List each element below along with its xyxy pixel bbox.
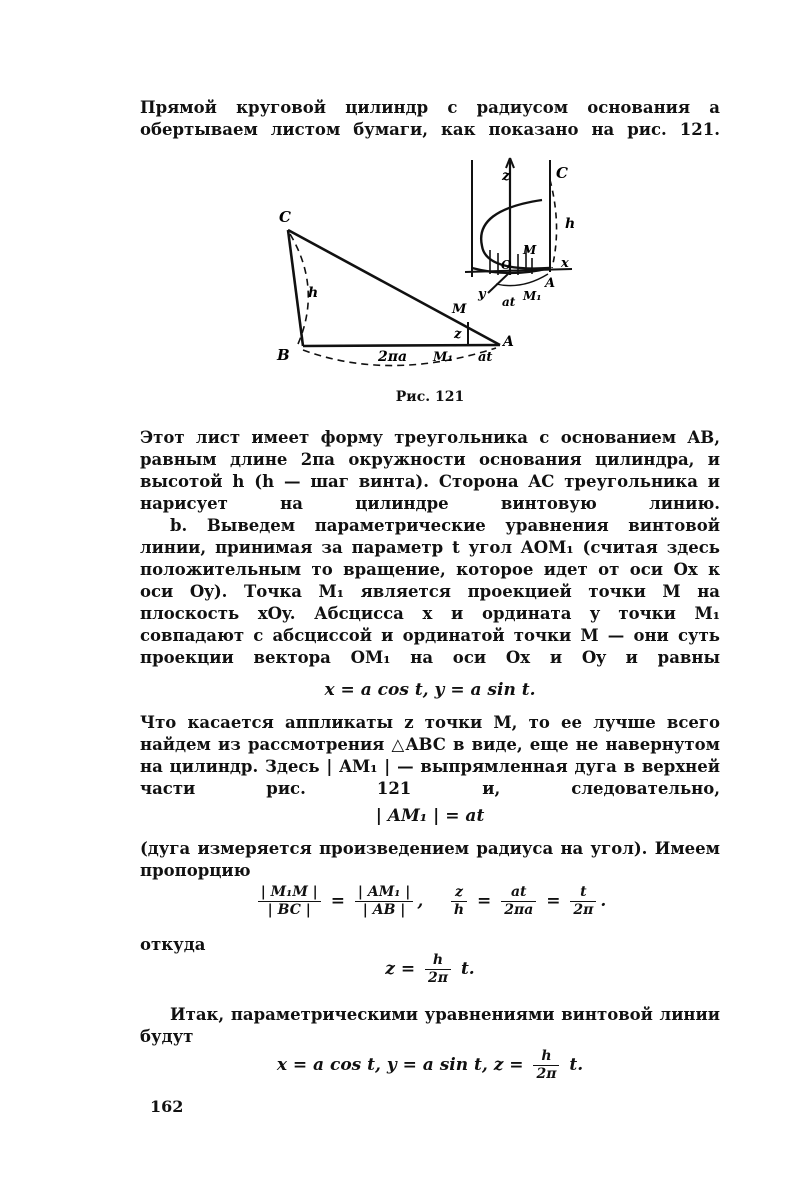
paragraph-proportion: (дуга измеряется произведением радиуса на угол). Имеем пропорцию xyxy=(140,839,720,880)
label-z-axis: z xyxy=(502,168,510,184)
paragraph-parametric: b. Выведем параметрические уравнения винтовой линии, принимая за параметр t угол AOM₁ (считая здесь положительным то вращение, которое идет от оси Ox к оси Oy). Точка M₁ является проекцией точки M на плоскость xOy. Абсцисса x и ордината y точки M₁ совпадают с абсциссой и ординатой точки M — они суть проекции вектора OM₁ на оси Ox и Oy и равны xyxy=(140,516,720,667)
word-otkuda: откуда xyxy=(140,935,206,954)
label-at-right: at xyxy=(502,295,516,309)
height-arc xyxy=(290,234,308,344)
label-C-right: C xyxy=(556,164,568,182)
label-M1-left: M₁ xyxy=(433,350,454,365)
label-A-left: A xyxy=(503,334,514,350)
label-h-left: h xyxy=(308,285,319,301)
label-C-left: C xyxy=(279,208,291,226)
label-B: B xyxy=(277,346,290,364)
label-A-right: A xyxy=(545,276,556,291)
equation-proportion: $\frac{\text{| M₁M |}}{| BC |}$ = $\frac{\text{| AM₁ |}}{| AB |}$ , $\frac{z}{h}$ = $\frac{at}{2\pi a}$ = $\frac{t}{2\pi}$ . xyxy=(140,884,720,919)
label-O: O xyxy=(501,258,512,272)
label-x: x xyxy=(561,256,569,271)
label-M-left: M xyxy=(452,302,467,317)
figure-121 xyxy=(260,150,600,390)
intro-paragraph: Прямой круговой цилиндр с радиусом основания a обертываем листом бумаги, как показано на рис. 121. xyxy=(140,98,720,139)
equation-z: z = $\frac{h}{2\pi}$ t. xyxy=(385,952,475,986)
equation-arc: | AM₁ | = at xyxy=(375,806,485,826)
label-h-right: h xyxy=(565,216,576,232)
label-z: z xyxy=(454,327,462,342)
label-2pia: 2πa xyxy=(378,349,408,365)
paragraph-sheet-shape: Этот лист имеет форму треугольника с основанием AB, равным длине 2πa окружности основания цилиндра, и высотой h (h — шаг винта). Сторона AC треугольника и нарисует на цилиндре винтовую линию. xyxy=(140,428,720,513)
equation-helix: x = a cos t, y = a sin t, z = $\frac{h}{2\pi}$ t. xyxy=(276,1048,584,1082)
label-M-right: M xyxy=(523,243,537,257)
cylinder-arc-at xyxy=(496,274,548,286)
label-M1-right: M₁ xyxy=(523,289,542,303)
equation-xy: x = a cos t, y = a sin t. xyxy=(324,680,536,700)
paragraph-applicate: Что касается аппликаты z точки M, то ее лучше всего найдем из рассмотрения △ABC в виде, еще не навернутом на цилиндр. Здесь | AM₁ | — выпрямленная дуга в верхней части рис. 121 и, следовательно, xyxy=(140,713,720,798)
page-number: 162 xyxy=(150,1097,184,1116)
paragraph-conclusion: Итак, параметрическими уравнениями винтовой линии будут xyxy=(140,1005,720,1046)
figure-caption: Рис. 121 xyxy=(395,389,465,405)
label-at-left: at xyxy=(478,350,493,365)
label-y: y xyxy=(478,287,486,302)
unrolled-triangle xyxy=(288,230,500,346)
